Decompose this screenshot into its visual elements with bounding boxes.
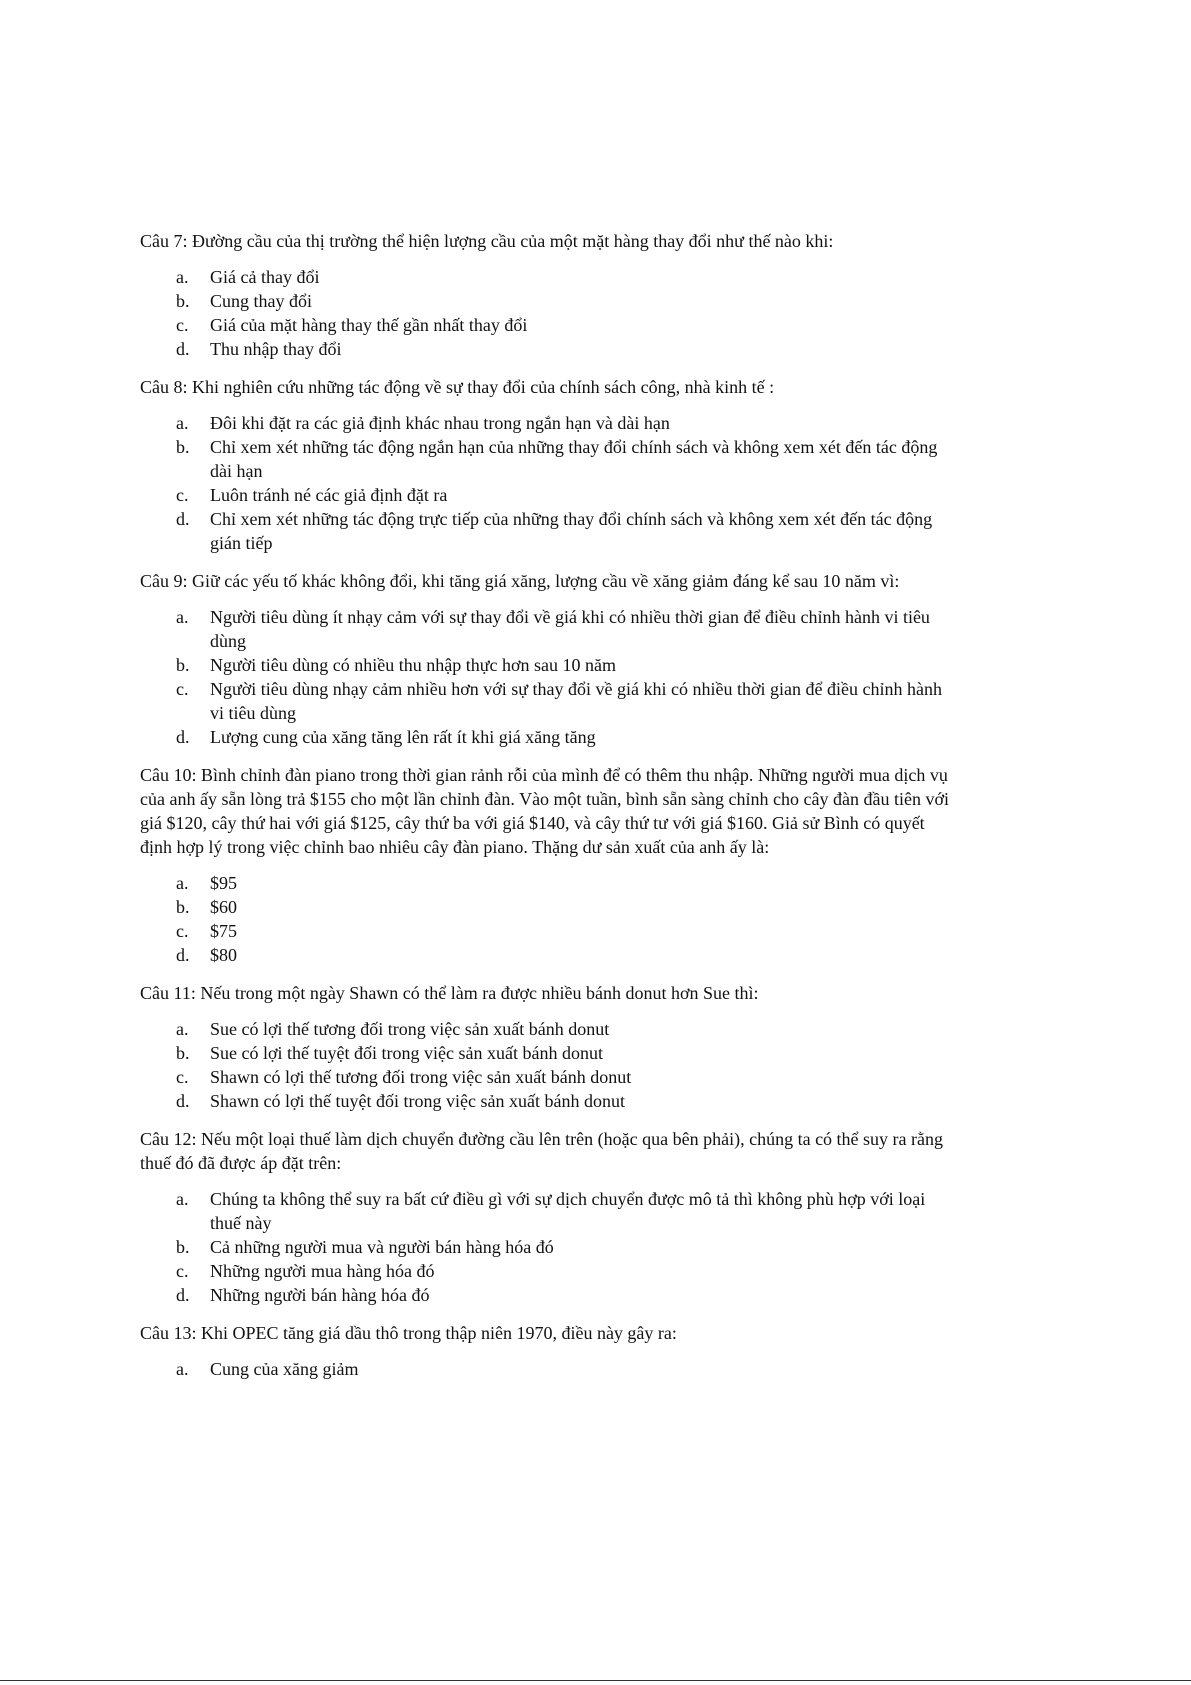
option-text: $80: [210, 945, 237, 965]
option-letter: b.: [176, 1043, 190, 1063]
option-letter: d.: [176, 1091, 190, 1111]
page-bottom-rule: [0, 1680, 1191, 1681]
question-block: [140, 1321, 960, 1381]
option-text: Cung thay đổi: [210, 291, 312, 311]
option-text: $60: [210, 897, 237, 917]
answer-option: [176, 265, 960, 289]
question-text: Câu 13: Khi OPEC tăng giá dầu thô trong thập niên 1970, điều này gây ra:: [140, 1323, 677, 1343]
option-letter: b.: [176, 655, 190, 675]
option-letter: b.: [176, 897, 190, 917]
option-letter: d.: [176, 727, 190, 747]
option-text: Những người bán hàng hóa đó: [210, 1285, 430, 1305]
option-text: Người tiêu dùng có nhiều thu nhập thực hơn sau 10 năm: [210, 655, 616, 675]
question-text: Câu 7: Đường cầu của thị trường thể hiện lượng cầu của một mặt hàng thay đổi như thế nào khi:: [140, 231, 834, 251]
option-text: Giá cả thay đổi: [210, 267, 320, 287]
option-text: Chỉ xem xét những tác động ngắn hạn của những thay đổi chính sách và không xem xét đến tác động dài hạn: [210, 437, 938, 481]
option-letter: b.: [176, 1237, 190, 1257]
question-text: Câu 10: Bình chỉnh đàn piano trong thời gian rảnh rỗi của mình để có thêm thu nhập. Những người mua dịch vụ của anh ấy sẵn lòng trả $155 cho một lần chỉnh đàn. Vào một tuần, bình sẵn sàng chỉnh cho cây đàn đầu tiên với giá $120, cây thứ hai với giá $125, cây thứ ba với giá $140, và cây thứ tư với giá $160. Giả sử Bình có quyết định hợp lý trong việc chỉnh bao nhiêu cây đàn piano. Thặng dư sản xuất của anh ấy là:: [140, 765, 949, 857]
option-text: Sue có lợi thế tương đối trong việc sản xuất bánh donut: [210, 1019, 610, 1039]
answer-option: [176, 1235, 960, 1259]
question-block: [140, 981, 960, 1113]
question-text: Câu 12: Nếu một loại thuế làm dịch chuyển đường cầu lên trên (hoặc qua bên phải), chúng ta có thể suy ra rằng thuế đó đã được áp đặt trên:: [140, 1129, 944, 1173]
option-text: Lượng cung của xăng tăng lên rất ít khi giá xăng tăng: [210, 727, 596, 747]
question-list: [140, 229, 960, 1381]
option-letter: d.: [176, 339, 190, 359]
question-text: Câu 11: Nếu trong một ngày Shawn có thể làm ra được nhiều bánh donut hơn Sue thì:: [140, 983, 759, 1003]
option-text: Sue có lợi thế tuyệt đối trong việc sản xuất bánh donut: [210, 1043, 603, 1063]
answer-option: [176, 483, 960, 507]
answer-option: [176, 677, 960, 725]
answer-option: [176, 943, 960, 967]
answer-options: [140, 411, 960, 555]
option-letter: c.: [176, 679, 189, 699]
option-text: Đôi khi đặt ra các giả định khác nhau trong ngắn hạn và dài hạn: [210, 413, 670, 433]
answer-options: [140, 1187, 960, 1307]
answer-option: [176, 1259, 960, 1283]
option-text: Chúng ta không thể suy ra bất cứ điều gì với sự dịch chuyển được mô tả thì không phù hợp với loại thuế này: [210, 1189, 926, 1233]
document-page: [140, 229, 960, 1395]
option-text: Người tiêu dùng nhạy cảm nhiều hơn với sự thay đổi về giá khi có nhiều thời gian để điều chỉnh hành vi tiêu dùng: [210, 679, 942, 723]
option-text: Cung của xăng giảm: [210, 1359, 359, 1379]
option-letter: c.: [176, 315, 189, 335]
answer-option: [176, 507, 960, 555]
option-letter: a.: [176, 1019, 189, 1039]
answer-option: [176, 895, 960, 919]
option-text: Thu nhập thay đổi: [210, 339, 342, 359]
option-text: Những người mua hàng hóa đó: [210, 1261, 435, 1281]
answer-options: [140, 1357, 960, 1381]
answer-option: [176, 725, 960, 749]
question-block: [140, 763, 960, 967]
answer-option: [176, 1357, 960, 1381]
answer-option: [176, 1283, 960, 1307]
answer-options: [140, 1017, 960, 1113]
answer-option: [176, 1065, 960, 1089]
question-block: [140, 229, 960, 361]
answer-options: [140, 871, 960, 967]
answer-option: [176, 653, 960, 677]
option-text: Giá của mặt hàng thay thế gần nhất thay đổi: [210, 315, 528, 335]
answer-option: [176, 1041, 960, 1065]
option-letter: c.: [176, 921, 189, 941]
option-text: Shawn có lợi thế tuyệt đối trong việc sản xuất bánh donut: [210, 1091, 625, 1111]
answer-option: [176, 313, 960, 337]
option-text: Người tiêu dùng ít nhạy cảm với sự thay đổi về giá khi có nhiều thời gian để điều chỉnh hành vi tiêu dùng: [210, 607, 930, 651]
answer-option: [176, 1017, 960, 1041]
question-block: [140, 1127, 960, 1307]
answer-option: [176, 1187, 960, 1235]
answer-option: [176, 871, 960, 895]
option-text: $95: [210, 873, 237, 893]
option-letter: d.: [176, 945, 190, 965]
option-letter: d.: [176, 1285, 190, 1305]
option-text: Shawn có lợi thế tương đối trong việc sản xuất bánh donut: [210, 1067, 632, 1087]
option-letter: a.: [176, 413, 189, 433]
option-letter: a.: [176, 1359, 189, 1379]
question-block: [140, 569, 960, 749]
option-letter: c.: [176, 1067, 189, 1087]
option-letter: d.: [176, 509, 190, 529]
question-text: Câu 8: Khi nghiên cứu những tác động về sự thay đổi của chính sách công, nhà kinh tế :: [140, 377, 775, 397]
option-text: Luôn tránh né các giả định đặt ra: [210, 485, 448, 505]
option-letter: b.: [176, 437, 190, 457]
option-text: $75: [210, 921, 237, 941]
question-block: [140, 375, 960, 555]
answer-options: [140, 265, 960, 361]
option-letter: a.: [176, 607, 189, 627]
answer-option: [176, 435, 960, 483]
answer-option: [176, 289, 960, 313]
answer-option: [176, 919, 960, 943]
option-letter: c.: [176, 485, 189, 505]
option-letter: a.: [176, 1189, 189, 1209]
option-text: Cả những người mua và người bán hàng hóa đó: [210, 1237, 554, 1257]
answer-option: [176, 411, 960, 435]
answer-option: [176, 1089, 960, 1113]
option-letter: c.: [176, 1261, 189, 1281]
option-letter: a.: [176, 267, 189, 287]
answer-option: [176, 605, 960, 653]
answer-options: [140, 605, 960, 749]
answer-option: [176, 337, 960, 361]
option-text: Chỉ xem xét những tác động trực tiếp của những thay đổi chính sách và không xem xét đến tác động gián tiếp: [210, 509, 933, 553]
option-letter: b.: [176, 291, 190, 311]
option-letter: a.: [176, 873, 189, 893]
question-text: Câu 9: Giữ các yếu tố khác không đổi, khi tăng giá xăng, lượng cầu về xăng giảm đáng kể sau 10 năm vì:: [140, 571, 900, 591]
